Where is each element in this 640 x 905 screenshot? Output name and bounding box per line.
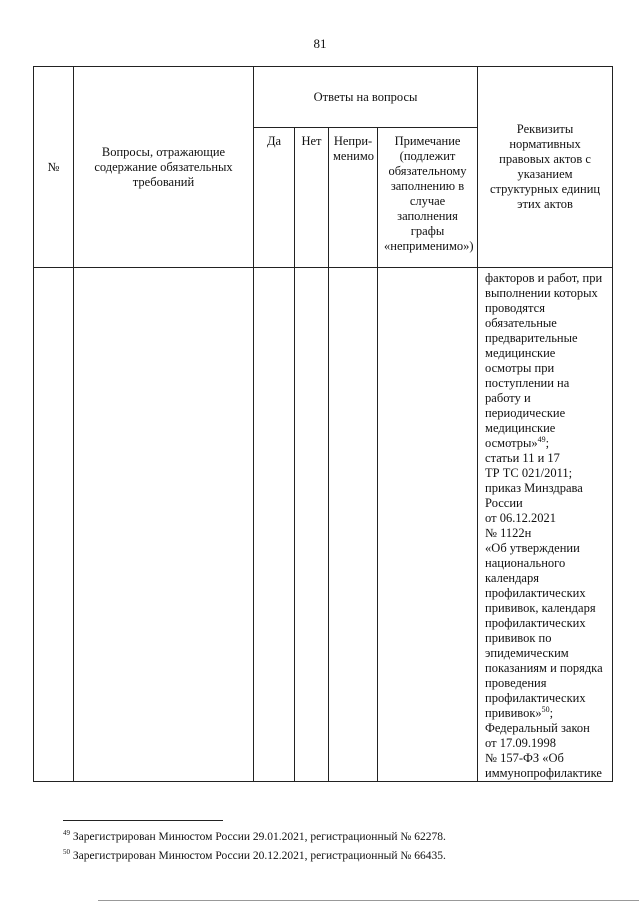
cell-question: [74, 268, 254, 782]
requisites-line: приказ Минздрава: [485, 481, 583, 495]
requisites-line: профилактических: [485, 586, 586, 600]
requisites-line: факторов и работ, при: [485, 271, 603, 285]
requisites-line: эпидемическим: [485, 646, 569, 660]
requisites-line: профилактических: [485, 616, 586, 630]
footnote-49: $^{49}$ Зарегистрирован Минюстом России 29.01.2021, регистрационный № 62278.: [63, 829, 446, 843]
cell-requisites: [478, 268, 613, 782]
footnotes: [63, 826, 446, 865]
requisites-line: от 17.09.1998: [485, 736, 556, 750]
requisites-line: прививок по: [485, 631, 552, 645]
requisites-line: Федеральный закон: [485, 721, 590, 735]
cell-yes: [254, 268, 295, 782]
requisites-line: прививок»$^{50}$;: [485, 704, 554, 720]
requisites-line: предварительные: [485, 331, 578, 345]
header-requisites: Реквизиты нормативных правовых актов с указанием структурных единиц этих актов: [478, 67, 613, 268]
requisites-line: прививок, календаря: [485, 601, 596, 615]
requisites-line: № 1122н: [485, 526, 532, 540]
requisites-line: иммунопрофилактике: [485, 766, 602, 780]
requisites-line: статьи 11 и 17: [485, 451, 560, 465]
requisites-line: национального: [485, 556, 566, 570]
requisites-line: проведения: [485, 676, 547, 690]
requisites-line: осмотры»$^{49}$;: [485, 434, 550, 450]
requisites-line: медицинские: [485, 346, 556, 360]
requisites-line: календаря: [485, 571, 539, 585]
requisites-line: от 06.12.2021: [485, 511, 556, 525]
requisites-line: «Об утверждении: [485, 541, 580, 555]
requisites-line: профилактических: [485, 691, 586, 705]
header-note: Примечание (подлежит обязательному заполнению в случае заполнения графы «неприменимо»): [378, 128, 478, 268]
requisites-line: работу и: [485, 391, 531, 405]
requisites-line: поступлении на: [485, 376, 570, 390]
requisites-line: медицинские: [485, 421, 556, 435]
cell-no: [295, 268, 329, 782]
page-bottom-edge: [98, 900, 639, 901]
footnote-ref-49: 49: [537, 434, 546, 444]
footnote-ref-50: 50: [541, 704, 550, 714]
inspection-checklist-table: [33, 66, 613, 782]
requisites-line: показаниям и порядка: [485, 661, 603, 675]
requisites-line: периодические: [485, 406, 566, 420]
requisites-line: осмотры при: [485, 361, 555, 375]
header-answers: Ответы на вопросы: [254, 67, 478, 128]
requisites-line: обязательные: [485, 316, 557, 330]
footnote-divider: [63, 820, 223, 821]
requisites-line: № 157-ФЗ «Об: [485, 751, 564, 765]
header-number: №: [34, 67, 74, 268]
footnote-50: $^{50}$ Зарегистрирован Минюстом России 20.12.2021, регистрационный № 66435.: [63, 848, 446, 863]
page-number: 81: [313, 36, 327, 51]
requisites-line: России: [485, 496, 523, 510]
cell-not-applicable: [329, 268, 378, 782]
cell-note: [378, 268, 478, 782]
header-questions: Вопросы, отражающие содержание обязательных требований: [74, 67, 254, 268]
cell-number: [34, 268, 74, 782]
header-yes: Да: [254, 128, 295, 268]
requisites-line: проводятся: [485, 301, 545, 315]
requisites-line: выполнении которых: [485, 286, 598, 300]
requisites-line: ТР ТС 021/2011;: [485, 466, 573, 480]
header-not-applicable: Непри-менимо: [329, 128, 378, 268]
header-no: Нет: [295, 128, 329, 268]
